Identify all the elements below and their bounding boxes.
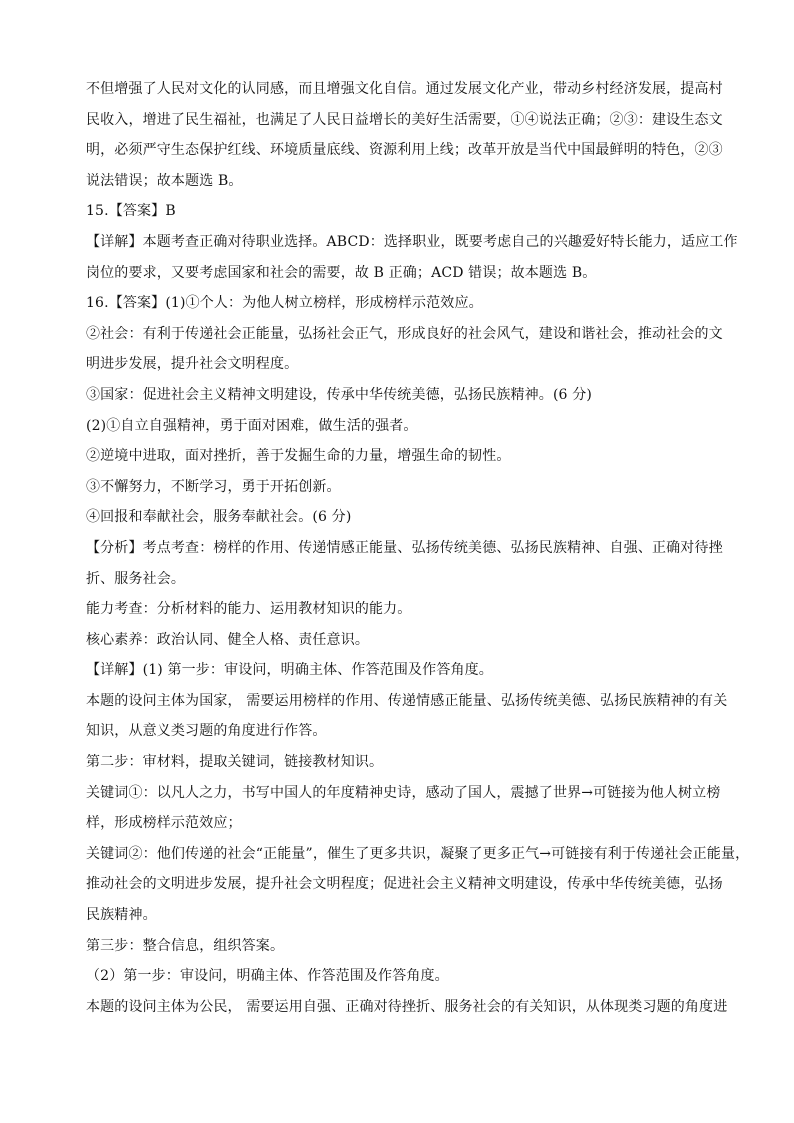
text-line: ③不懈努力，不断学习，勇于开拓创新。 bbox=[86, 478, 341, 495]
text-line: 本题的设问主体为国家， 需要运用榜样的作用、传递情感正能量、弘扬传统美德、弘扬民族精神的有关 bbox=[86, 692, 728, 709]
text-line: 核心素养：政治认同、健全人格、责任意识。 bbox=[86, 631, 369, 648]
answer-heading-15: 15.【答案】B bbox=[86, 203, 176, 220]
text-line: 关键词②：他们传递的社会“正能量”，催生了更多共识，凝聚了更多正气→可链接有利于传递社会正能量， bbox=[86, 845, 750, 862]
text-line: ②逆境中进取，面对挫折，善于发掘生命的力量，增强生命的韧性。 bbox=[86, 448, 511, 465]
text-line: ③国家：促进社会主义精神文明建设，传承中华传统美德，弘扬民族精神。(6 分) bbox=[86, 386, 592, 403]
text-line: 关键词①：以凡人之力，书写中国人的年度精神史诗，感动了国人，震撼了世界→可链接为他人树立榜 bbox=[86, 784, 721, 801]
answer-heading-16: 16.【答案】(1)①个人：为他人树立榜样，形成榜样示范效应。 bbox=[86, 295, 483, 312]
text-line: 岗位的要求，又要考虑国家和社会的需要，故 B 正确；ACD 错误；故本题选 B。 bbox=[86, 264, 597, 281]
text-line: 第二步：审材料，提取关键词，链接教材知识。 bbox=[86, 754, 384, 771]
text-line: 民族精神。 bbox=[86, 907, 157, 924]
text-line: 折、服务社会。 bbox=[86, 570, 186, 587]
analysis-paragraph: 【分析】考点考查：榜样的作用、传递情感正能量、弘扬传统美德、弘扬民族精神、自强、正确对待挫 bbox=[86, 539, 723, 556]
detail-paragraph: 【详解】(1) 第一步：审设问，明确主体、作答范围及作答角度。 bbox=[86, 662, 493, 679]
text-line: 明，必须严守生态保护红线、环境质量底线、资源利用上线；改革开放是当代中国最鲜明的特色，②③ bbox=[86, 142, 723, 159]
text-line: 知识，从意义类习题的角度进行作答。 bbox=[86, 723, 327, 740]
text-line: 不但增强了人民对文化的认同感，而且增强文化自信。通过发展文化产业，带动乡村经济发展，提高村 bbox=[86, 81, 723, 97]
text-line: ②社会：有利于传递社会正能量，弘扬社会正气，形成良好的社会风气，建设和谐社会，推动社会的文 bbox=[86, 325, 723, 342]
text-line: （2）第一步：审设问，明确主体、作答范围及作答角度。 bbox=[86, 968, 449, 985]
text-line: 样，形成榜样示范效应； bbox=[86, 815, 242, 832]
text-line: 说法错误；故本题选 B。 bbox=[86, 172, 243, 189]
text-line: 民收入，增进了民生福祉，也满足了人民日益增长的美好生活需要，①④说法正确；②③：建设生态文 bbox=[86, 111, 723, 128]
text-line: 推动社会的文明进步发展，提升社会文明程度；促进社会主义精神文明建设，传承中华传统美德，弘扬 bbox=[86, 876, 723, 893]
text-line: 能力考查：分析材料的能力、运用教材知识的能力。 bbox=[86, 601, 412, 618]
text-line: 【详解】本题考查正确对待职业选择。ABCD：选择职业，既要考虑自己的兴趣爱好特长能力，适应工作 bbox=[86, 233, 738, 250]
text-line: 第三步：整合信息，组织答案。 bbox=[86, 937, 285, 954]
text-line: ④回报和奉献社会，服务奉献社会。(6 分) bbox=[86, 509, 352, 526]
text-line: 本题的设问主体为公民， 需要运用自强、正确对待挫折、服务社会的有关知识，从体现类习题的角度进 bbox=[86, 998, 728, 1015]
text-line: (2)①自立自强精神，勇于面对困难，做生活的强者。 bbox=[86, 417, 418, 434]
text-line: 明进步发展，提升社会文明程度。 bbox=[86, 356, 299, 373]
